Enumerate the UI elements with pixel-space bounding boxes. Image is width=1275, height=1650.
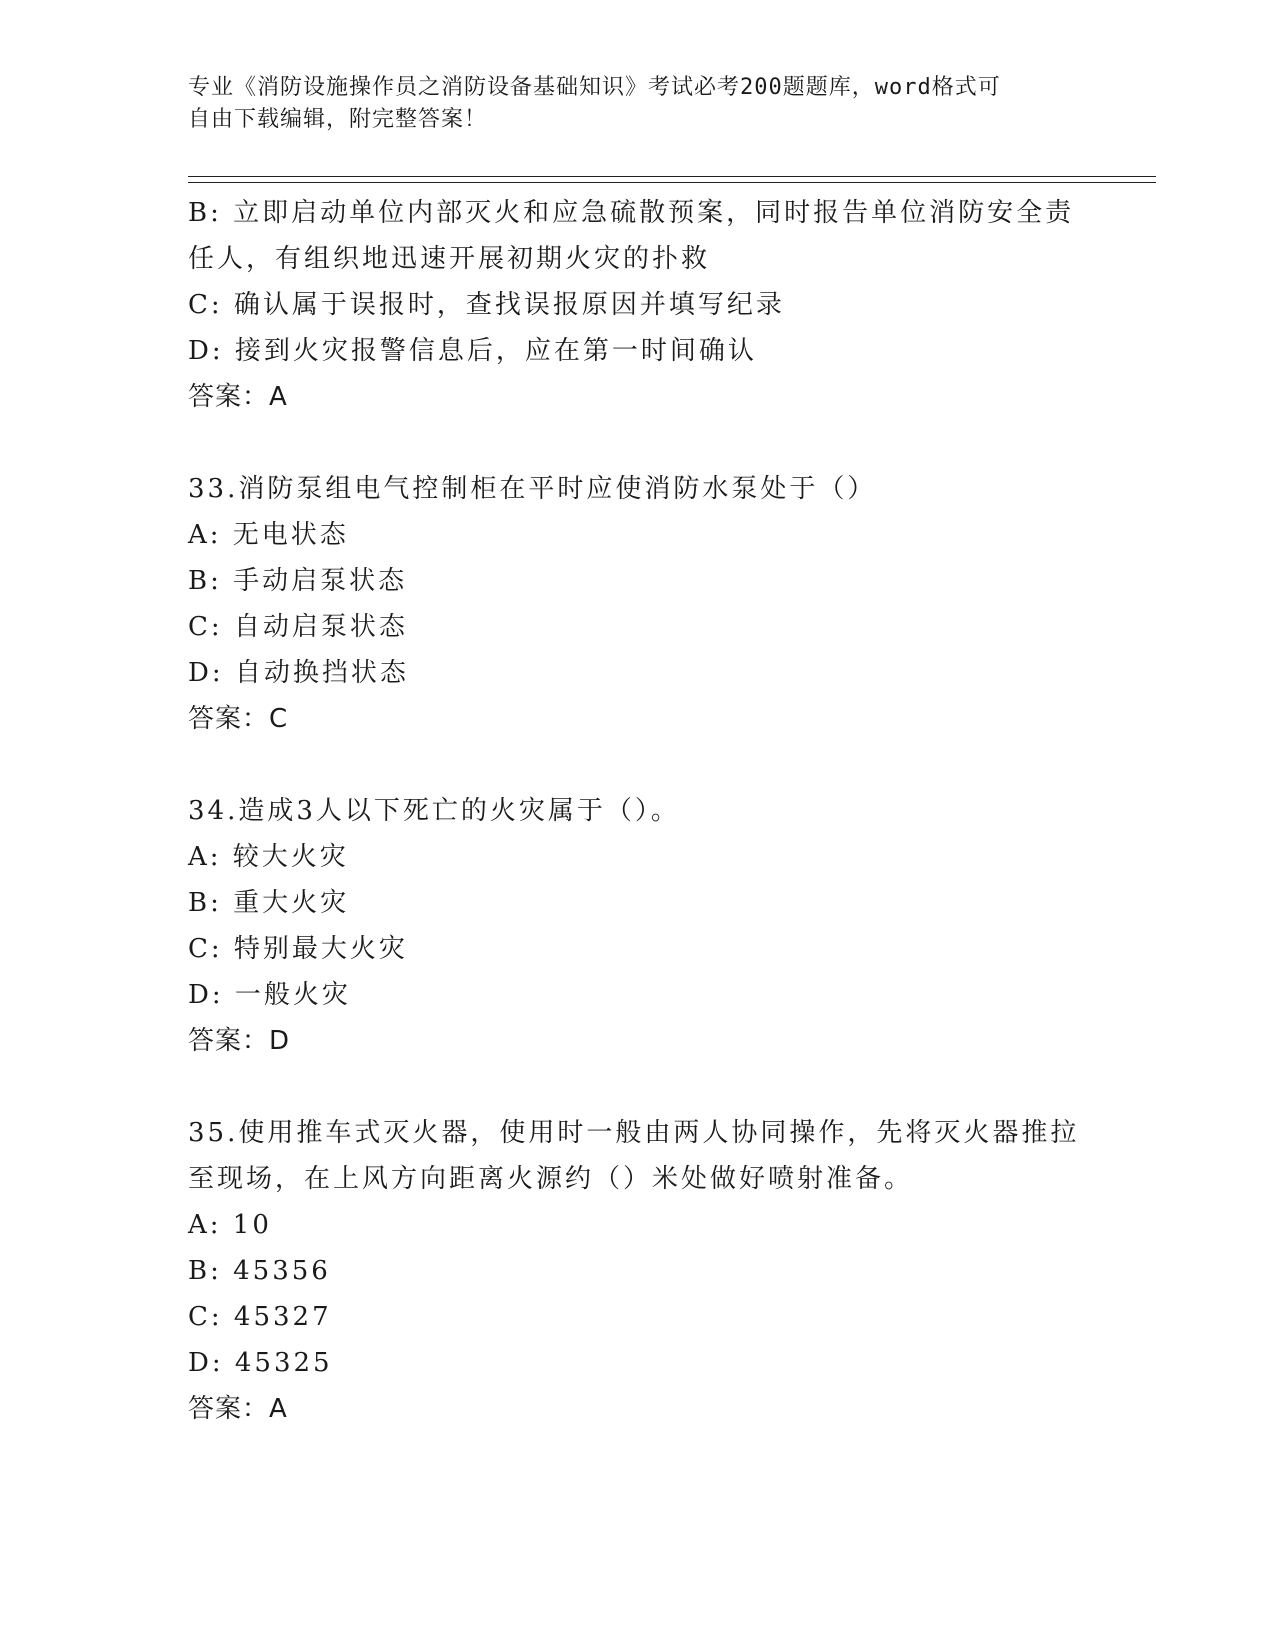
header-divider-bottom [188, 182, 1156, 183]
option-d: D: 接到火灾报警信息后，应在第一时间确认 [188, 336, 757, 366]
answer: 答案：A [188, 382, 288, 412]
question-spacer [188, 742, 1088, 788]
option-c: C: 自动启泵状态 [188, 612, 408, 642]
option-a: A: 较大火灾 [188, 842, 349, 872]
option-d: D: 一般火灾 [188, 980, 351, 1010]
option-b-line-1: B: 立即启动单位内部灭火和应急硫散预案，同时报告单位消防安全责 [188, 198, 1075, 228]
header-line-2: 自由下载编辑，附完整答案！ [188, 107, 488, 132]
option-b-line-2: 任人，有组织地迅速开展初期火灾的扑救 [188, 244, 711, 274]
option-c: C: 45327 [188, 1302, 332, 1332]
answer: 答案：C [188, 704, 289, 734]
question-stem-line-2: 至现场，在上风方向距离火源约（）米处做好喷射准备。 [188, 1164, 914, 1194]
option-b: B: 手动启泵状态 [188, 566, 408, 596]
question-stem-line-1: 35.使用推车式灭火器，使用时一般由两人协同操作，先将灭火器推拉 [188, 1118, 1080, 1148]
option-a: A: 无电状态 [188, 520, 349, 550]
option-c: C: 确认属于误报时，查找误报原因并填写纪录 [188, 290, 785, 320]
option-b: B: 重大火灾 [188, 888, 350, 918]
question-stem: 33.消防泵组电气控制柜在平时应使消防水泵处于（） [188, 474, 877, 504]
answer: 答案：A [188, 1394, 288, 1424]
question-spacer [188, 1064, 1088, 1110]
option-c: C: 特别最大火灾 [188, 934, 408, 964]
header-line-1: 专业《消防设施操作员之消防设备基础知识》考试必考200题题库，word格式可 [188, 75, 1001, 100]
question-content [188, 190, 1088, 1432]
option-d: D: 45325 [188, 1348, 333, 1378]
question-34 [188, 788, 1088, 1064]
question-32-fragment [188, 190, 1088, 420]
answer: 答案：D [188, 1026, 291, 1056]
option-b: B: 45356 [188, 1256, 331, 1286]
question-35 [188, 1110, 1088, 1432]
option-d: D: 自动换挡状态 [188, 658, 409, 688]
question-spacer [188, 420, 1088, 466]
option-a: A: 10 [188, 1210, 272, 1240]
document-header [188, 72, 1068, 136]
question-stem: 34.造成3人以下死亡的火灾属于（）。 [188, 796, 680, 826]
header-divider-top [188, 176, 1156, 177]
question-33 [188, 466, 1088, 742]
